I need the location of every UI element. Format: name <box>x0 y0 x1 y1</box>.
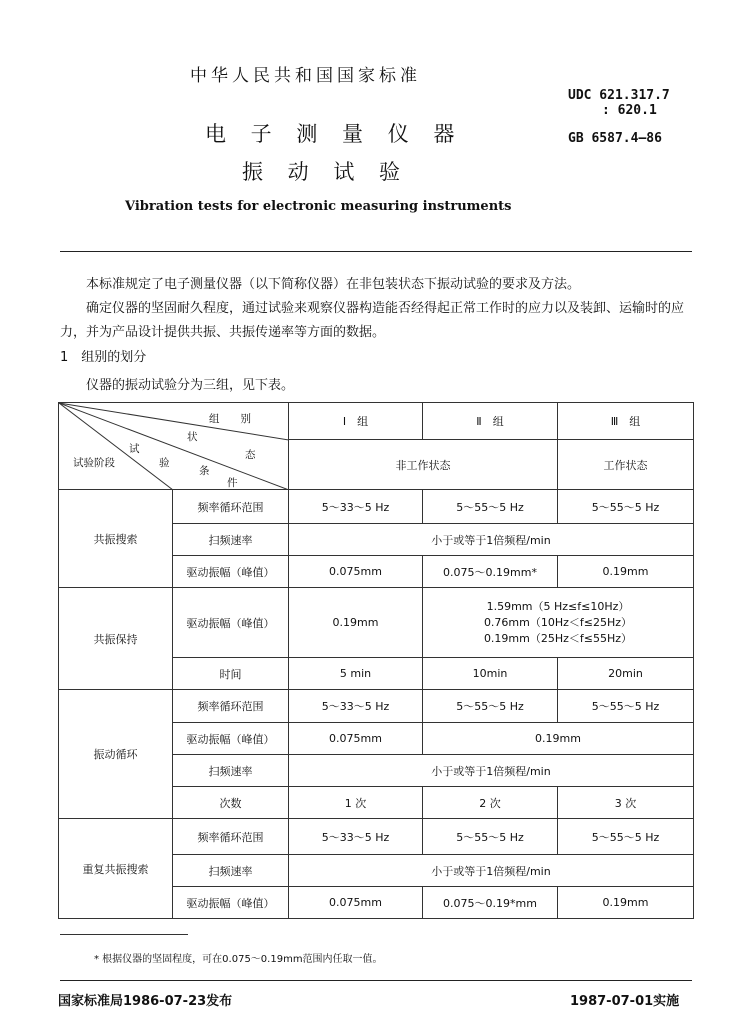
gb-number: GB 6587.4—86 <box>568 131 662 146</box>
s2-time-g3: 20min <box>558 658 694 690</box>
s3-amp-g1: 0.075mm <box>289 723 423 755</box>
s3-freq-g3: 5～55～5 Hz <box>558 690 694 723</box>
effective-date: 1987-07-01实施 <box>570 994 680 1009</box>
s1-sweep: 小于或等于1倍频程/min <box>289 524 694 556</box>
header-rule <box>60 251 692 252</box>
s4-freq-g2: 5～55～5 Hz <box>423 819 558 855</box>
s2-amp-line-2: 0.76mm（10Hz＜f≤25Hz） <box>483 615 633 629</box>
stage-vibration-cycling: 振动循环 <box>59 690 173 819</box>
corner-condition-label-2: 件 <box>227 477 238 489</box>
s4-freq-label: 频率循环范围 <box>173 819 289 855</box>
state-work: 工作状态 <box>558 440 694 490</box>
s2-time-g2: 10min <box>423 658 558 690</box>
state-nonwork: 非工作状态 <box>289 440 558 490</box>
footer-rule <box>60 980 692 981</box>
s2-amp-g23 <box>423 588 694 658</box>
group-3-header: Ⅲ 组 <box>558 403 694 440</box>
group-2-header: Ⅱ 组 <box>423 403 558 440</box>
s1-freq-g1: 5～33～5 Hz <box>289 490 423 524</box>
table-intro: 仪器的振动试验分为三组，见下表。 <box>86 378 295 393</box>
s1-amp-label: 驱动振幅（峰值） <box>173 556 289 588</box>
udc-code <box>568 88 670 118</box>
s4-sweep-label: 扫频速率 <box>173 855 289 887</box>
corner-stage-label: 试验阶段 <box>73 457 115 469</box>
s3-count-g3: 3 次 <box>558 787 694 819</box>
paragraph-purpose: 确定仪器的坚固耐久程度，通过试验来观察仪器构造能否经得起正常工作时的应力以及装卸、运输时的应力，并为产品设计提供共振、共振传递率等方面的数据。 <box>60 301 685 340</box>
s1-amp-g1: 0.075mm <box>289 556 423 588</box>
corner-state-label-2: 态 <box>245 449 256 461</box>
corner-group-label: 组 别 <box>209 413 251 425</box>
s4-sweep: 小于或等于1倍频程/min <box>289 855 694 887</box>
corner-test-label: 试 <box>129 443 140 455</box>
stage-repeat-resonance-search: 重复共振搜索 <box>59 819 173 919</box>
s1-amp-g2: 0.075～0.19mm* <box>423 556 558 588</box>
s1-amp-g3: 0.19mm <box>558 556 694 588</box>
s2-amp-line-1: 1.59mm（5 Hz≤f≤10Hz） <box>486 599 630 613</box>
s2-amp-label: 驱动振幅（峰值） <box>173 588 289 658</box>
paragraph-scope: 本标准规定了电子测量仪器（以下简称仪器）在非包装状态下振动试验的要求及方法。 <box>86 277 581 292</box>
s3-amp-g23: 0.19mm <box>423 723 694 755</box>
s1-freq-g3: 5～55～5 Hz <box>558 490 694 524</box>
s4-amp-label: 驱动振幅（峰值） <box>173 887 289 919</box>
footnote: * 根据仪器的坚固程度，可在0.075～0.19mm范围内任取一值。 <box>94 954 383 965</box>
standard-type: 中华人民共和国国家标准 <box>190 66 421 86</box>
corner-condition-label: 条 <box>199 465 210 477</box>
s2-time-g1: 5 min <box>289 658 423 690</box>
group-1-header: Ⅰ 组 <box>289 403 423 440</box>
table-corner-header <box>59 403 289 490</box>
s4-freq-g3: 5～55～5 Hz <box>558 819 694 855</box>
s2-time-label: 时间 <box>173 658 289 690</box>
s4-freq-g1: 5～33～5 Hz <box>289 819 423 855</box>
stage-resonance-search: 共振搜索 <box>59 490 173 588</box>
footnote-rule <box>60 934 188 935</box>
s1-sweep-label: 扫频速率 <box>173 524 289 556</box>
title-line-2: 振 动 试 验 <box>242 160 410 184</box>
s3-freq-g2: 5～55～5 Hz <box>423 690 558 723</box>
s3-freq-label: 频率循环范围 <box>173 690 289 723</box>
s2-amp-g1: 0.19mm <box>289 588 423 658</box>
s3-sweep-label: 扫频速率 <box>173 755 289 787</box>
s3-amp-label: 驱动振幅（峰值） <box>173 723 289 755</box>
s4-amp-g1: 0.075mm <box>289 887 423 919</box>
corner-state-label: 状 <box>187 431 198 443</box>
s4-amp-g2: 0.075～0.19*mm <box>423 887 558 919</box>
stage-resonance-dwell: 共振保持 <box>59 588 173 690</box>
s3-sweep: 小于或等于1倍频程/min <box>289 755 694 787</box>
english-title: Vibration tests for electronic measuring instruments <box>125 199 512 214</box>
title-line-1: 电 子 测 量 仪 器 <box>205 122 464 146</box>
udc-line-1: UDC 621.317.7 <box>568 88 670 103</box>
issued-date: 国家标准局1986-07-23发布 <box>58 994 233 1009</box>
udc-line-2: : 620.1 <box>602 103 657 118</box>
s3-count-label: 次数 <box>173 787 289 819</box>
section-heading: 1 组别的划分 <box>60 350 147 365</box>
s3-count-g1: 1 次 <box>289 787 423 819</box>
s1-freq-label: 频率循环范围 <box>173 490 289 524</box>
vibration-group-table <box>58 402 694 919</box>
s4-amp-g3: 0.19mm <box>558 887 694 919</box>
s1-freq-g2: 5～55～5 Hz <box>423 490 558 524</box>
s2-amp-line-3: 0.19mm（25Hz＜f≤55Hz） <box>483 631 633 645</box>
s3-count-g2: 2 次 <box>423 787 558 819</box>
s3-freq-g1: 5～33～5 Hz <box>289 690 423 723</box>
corner-test-label-2: 验 <box>159 457 170 469</box>
